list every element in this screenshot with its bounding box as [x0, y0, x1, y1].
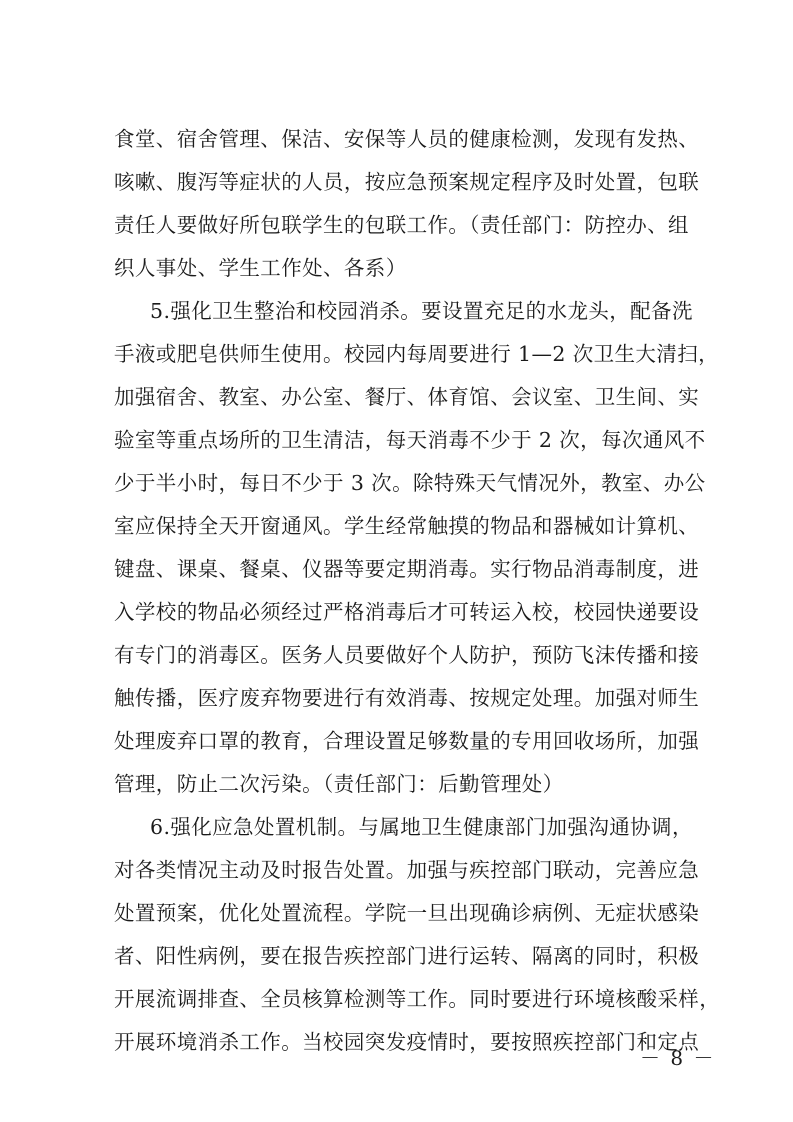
text-line: 责任人要做好所包联学生的包联工作。（责任部门：防控办、组 [114, 213, 689, 237]
text-line: 加强宿舍、教室、办公室、餐厅、体育馆、会议室、卫生间、实 [114, 385, 700, 409]
text-line: 者、阳性病例，要在报告疾控部门进行运转、隔离的同时，积极 [114, 944, 700, 968]
text-line: 处理废弃口罩的教育，合理设置足够数量的专用回收场所，加强 [114, 729, 700, 753]
text-line: 键盘、课桌、餐桌、仪器等要定期消毒。实行物品消毒制度，进 [114, 557, 700, 581]
text-line: 开展流调排查、全员核算检测等工作。同时要进行环境核酸采样， [114, 987, 721, 1011]
paragraph-5-heading-line: 5.强化卫生整治和校园消杀。要设置充足的水龙头，配备洗 [150, 299, 693, 323]
text-line: 织人事处、学生工作处、各系） [114, 256, 407, 280]
text-line: 验室等重点场所的卫生清洁，每天消毒不少于 2 次，每次通风不 [114, 428, 706, 452]
text-line: 咳嗽、腹泻等症状的人员，按应急预案规定程序及时处置，包联 [114, 170, 700, 194]
text-line: 开展环境消杀工作。当校园突发疫情时，要按照疾控部门和定点 [114, 1030, 700, 1054]
text-line: 室应保持全天开窗通风。学生经常触摸的物品和器械如计算机、 [114, 514, 700, 538]
text-line: 触传播，医疗废弃物要进行有效消毒、按规定处理。加强对师生 [114, 686, 700, 710]
text-line: 有专门的消毒区。医务人员要做好个人防护，预防飞沫传播和接 [114, 643, 700, 667]
text-line: 管理，防止二次污染。（责任部门：后勤管理处） [114, 772, 564, 796]
text-line: 对各类情况主动及时报告处置。加强与疾控部门联动，完善应急 [114, 858, 700, 882]
text-line: 食堂、宿舍管理、保洁、安保等人员的健康检测，发现有发热、 [114, 127, 700, 151]
text-line: 手液或肥皂供师生使用。校园内每周要进行 1—2 次卫生大清扫， [114, 342, 720, 366]
page-number: － 8 － [640, 1046, 716, 1070]
text-line: 少于半小时，每日不少于 3 次。除特殊天气情况外，教室、办公 [114, 471, 706, 495]
text-line: 入学校的物品必须经过严格消毒后才可转运入校，校园快递要设 [114, 600, 700, 624]
text-line: 处置预案，优化处置流程。学院一旦出现确诊病例、无症状感染 [114, 901, 700, 925]
paragraph-6-heading-line: 6.强化应急处置机制。与属地卫生健康部门加强沟通协调， [150, 815, 693, 839]
